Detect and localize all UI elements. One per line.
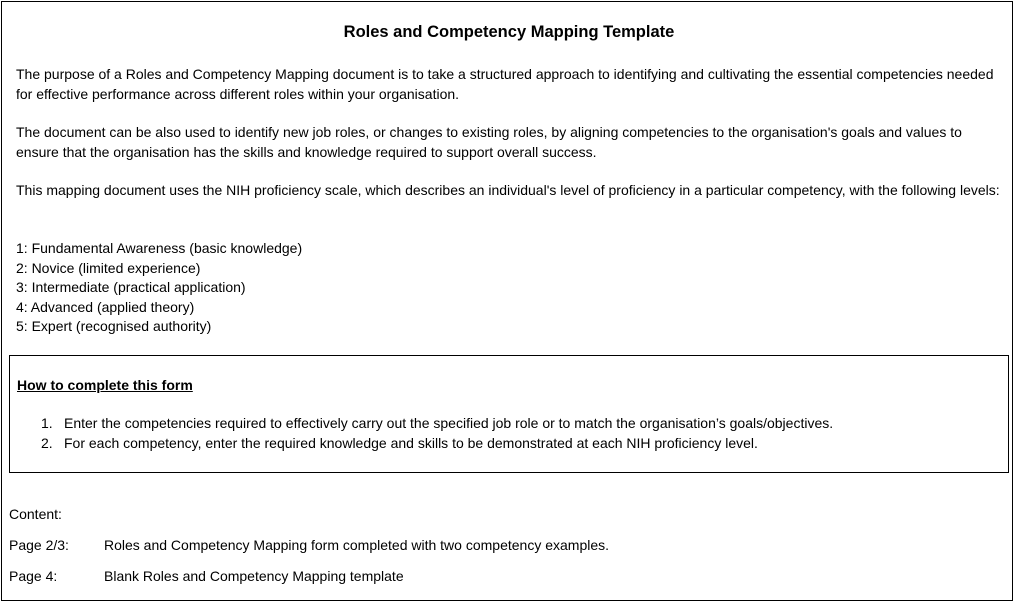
proficiency-level: 2: Novice (limited experience) [16, 259, 201, 276]
proficiency-level: 3: Intermediate (practical application) [16, 279, 246, 295]
instruction-step [10, 434, 833, 454]
content-row [9, 537, 609, 553]
how-to-complete-box [9, 355, 1009, 473]
page-title: Roles and Competency Mapping Template [343, 23, 675, 41]
step-number: 2. [41, 434, 53, 451]
intro-paragraph-nih-scale: This mapping document uses the NIH proficiency scale, which describes an individual's level of proficiency in a particular competency, with the following levels: [16, 182, 1000, 198]
content-heading: Content: [9, 506, 62, 522]
document-page [1, 1, 1013, 601]
proficiency-level: 4: Advanced (applied theory) [16, 298, 195, 315]
instruction-step [10, 414, 833, 434]
content-row [9, 568, 404, 584]
content-page-desc: Roles and Competency Mapping form completed with two competency examples. [104, 537, 610, 553]
step-text: For each competency, enter the required knowledge and skills to be demonstrated at each NIH proficiency level. [64, 434, 758, 451]
content-page-ref: Page 2/3: [9, 537, 69, 553]
step-number: 1. [41, 415, 53, 431]
proficiency-level: 5: Expert (recognised authority) [16, 318, 212, 334]
how-to-heading: How to complete this form [17, 377, 193, 393]
proficiency-level: 1: Fundamental Awareness (basic knowledge) [16, 240, 303, 256]
instruction-steps [10, 414, 833, 453]
content-page-ref: Page 4: [9, 568, 58, 584]
intro-paragraph-job-roles: The document can be also used to identify new job roles, or changes to existing roles, by aligning competencies to the organisation's goals and values to ensure that the organisation has the skills and knowledge required to support overall success. [16, 124, 962, 160]
step-text: Enter the competencies required to effectively carry out the specified job role or to match the organisation’s goals/objectives. [64, 415, 834, 431]
intro-paragraph-purpose: The purpose of a Roles and Competency Mapping document is to take a structured approach to identifying and cultivating the essential competencies needed for effective performance across different roles within your organisation. [16, 66, 994, 102]
proficiency-levels-list [16, 239, 302, 337]
content-page-desc: Blank Roles and Competency Mapping template [104, 568, 404, 584]
